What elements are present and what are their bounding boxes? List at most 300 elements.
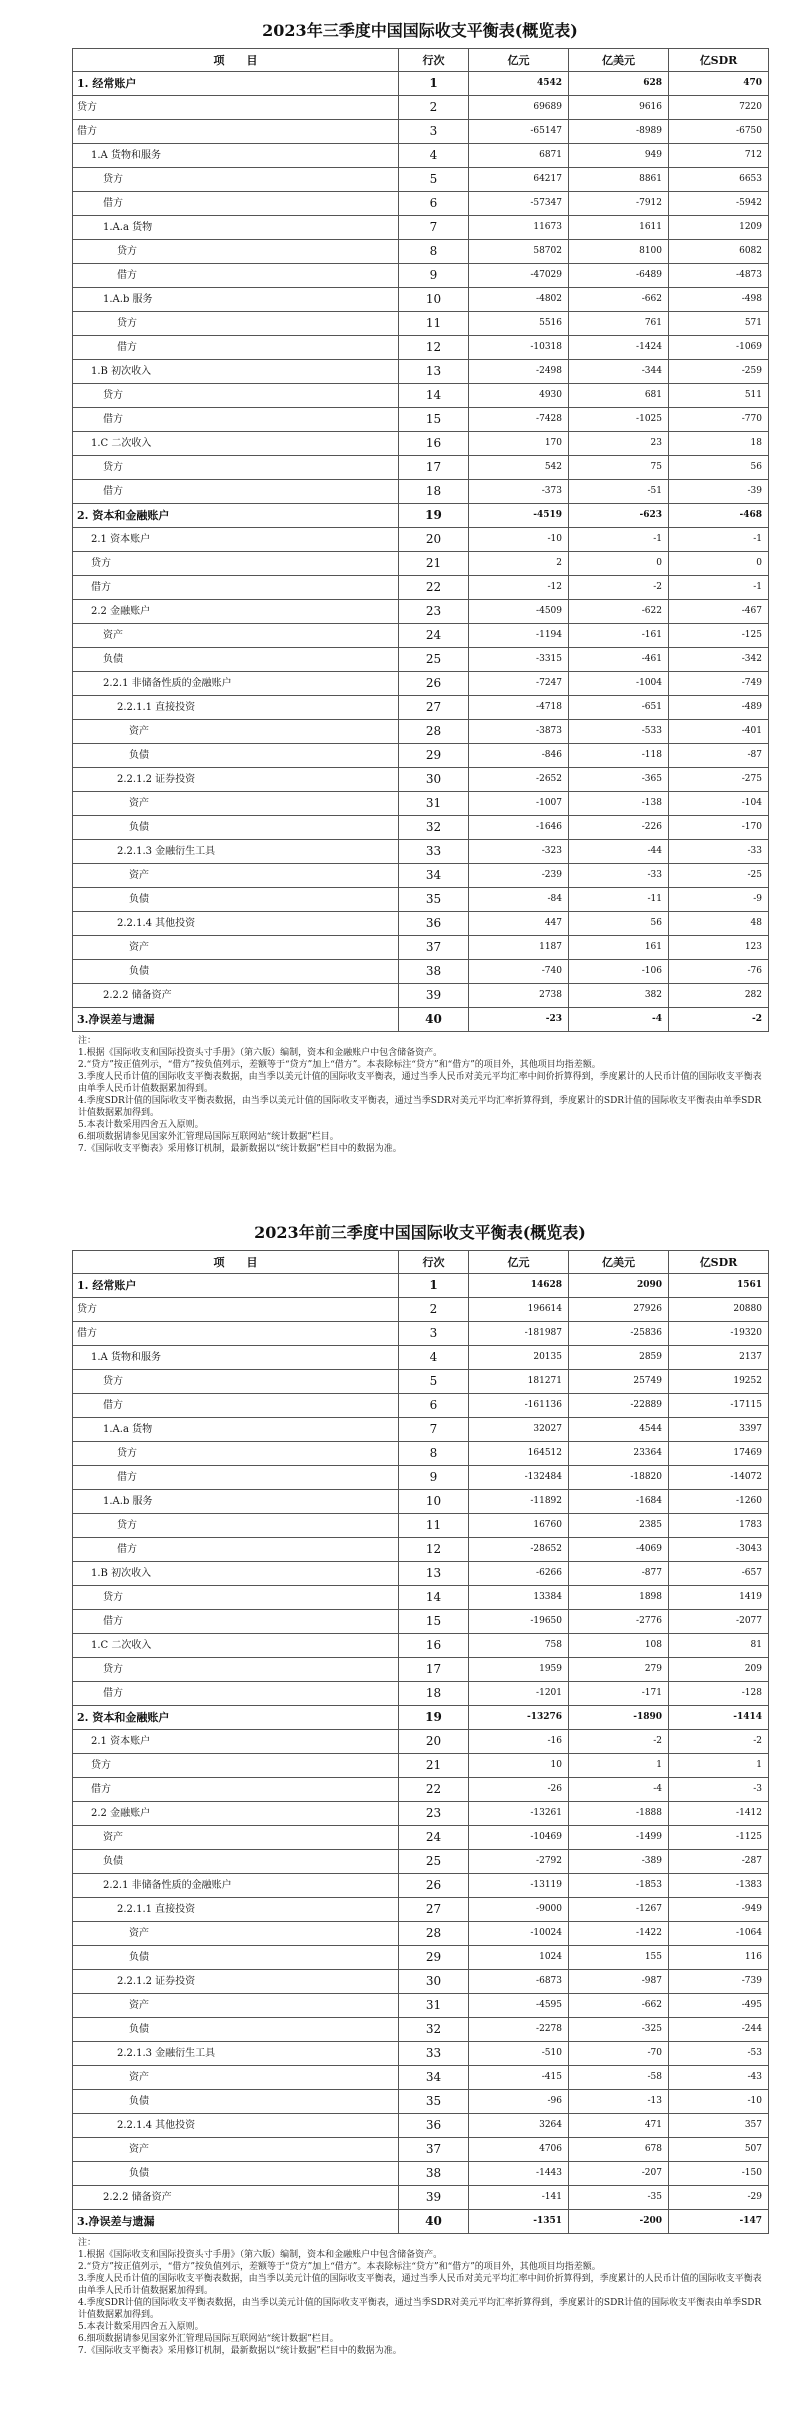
row-number: 30 [399, 1970, 469, 1994]
value-sdr: 357 [669, 2114, 769, 2138]
value-sdr: -287 [669, 1850, 769, 1874]
table-notes [72, 2234, 768, 2357]
value-cny: -10469 [469, 1826, 569, 1850]
table-row [73, 336, 769, 360]
value-usd: 23 [569, 432, 669, 456]
header-row [73, 49, 769, 72]
value-usd: 1611 [569, 216, 669, 240]
value-cny: -7247 [469, 672, 569, 696]
value-cny: -10318 [469, 336, 569, 360]
table-row [73, 1970, 769, 1994]
row-label: 资产 [73, 2066, 399, 2090]
value-sdr: 470 [669, 72, 769, 96]
value-sdr: 6653 [669, 168, 769, 192]
value-usd: -1 [569, 528, 669, 552]
row-label: 借方 [73, 264, 399, 288]
value-cny: 32027 [469, 1418, 569, 1442]
table-row [73, 888, 769, 912]
value-usd: 2859 [569, 1346, 669, 1370]
row-label: 2.2.2 储备资产 [73, 2186, 399, 2210]
value-sdr: -25 [669, 864, 769, 888]
note-line: 3.季度人民币计值的国际收支平衡表数据，由当季以美元计值的国际收支平衡表，通过当季人民币对美元平均汇率中间价折算得到，季度累计的人民币计值的国际收支平衡表由单季人民币计值数据累加得到。 [78, 1072, 762, 1094]
table-row [73, 744, 769, 768]
value-cny: -1194 [469, 624, 569, 648]
row-number: 6 [399, 1394, 469, 1418]
row-number: 14 [399, 384, 469, 408]
value-usd: 471 [569, 2114, 669, 2138]
row-number: 40 [399, 1008, 469, 1032]
value-cny: -23 [469, 1008, 569, 1032]
value-usd: -1025 [569, 408, 669, 432]
value-cny: -10 [469, 528, 569, 552]
value-sdr: 48 [669, 912, 769, 936]
row-number: 30 [399, 768, 469, 792]
table-row [73, 960, 769, 984]
row-label: 负债 [73, 888, 399, 912]
row-number: 16 [399, 1634, 469, 1658]
value-sdr: -1 [669, 576, 769, 600]
row-number: 20 [399, 528, 469, 552]
value-sdr: -5942 [669, 192, 769, 216]
row-label: 资产 [73, 1826, 399, 1850]
value-cny: 1187 [469, 936, 569, 960]
row-label: 负债 [73, 744, 399, 768]
table-row [73, 624, 769, 648]
value-cny: -11892 [469, 1490, 569, 1514]
value-cny: -47029 [469, 264, 569, 288]
row-label: 1.A.b 服务 [73, 288, 399, 312]
row-number: 24 [399, 1826, 469, 1850]
value-cny: -181987 [469, 1322, 569, 1346]
table-row [73, 384, 769, 408]
row-label: 贷方 [73, 240, 399, 264]
table-row [73, 1706, 769, 1730]
row-label: 资产 [73, 1994, 399, 2018]
value-cny: 164512 [469, 1442, 569, 1466]
table-row [73, 144, 769, 168]
value-cny: 6871 [469, 144, 569, 168]
value-cny: 758 [469, 1634, 569, 1658]
table-row [73, 672, 769, 696]
row-label: 贷方 [73, 96, 399, 120]
value-usd: -200 [569, 2210, 669, 2234]
note-line: 7.《国际收支平衡表》采用修订机制，最新数据以“统计数据”栏目中的数据为准。 [78, 1144, 402, 1154]
table-row [73, 2066, 769, 2090]
row-number: 3 [399, 120, 469, 144]
value-sdr: -949 [669, 1898, 769, 1922]
value-cny: -132484 [469, 1466, 569, 1490]
row-label: 2.2.1.2 证券投资 [73, 768, 399, 792]
row-number: 29 [399, 744, 469, 768]
value-usd: 108 [569, 1634, 669, 1658]
header-usd: 亿美元 [569, 1251, 669, 1274]
table-row [73, 528, 769, 552]
row-number: 8 [399, 1442, 469, 1466]
table-row [73, 2210, 769, 2234]
value-sdr: 511 [669, 384, 769, 408]
row-number: 18 [399, 480, 469, 504]
value-usd: -1853 [569, 1874, 669, 1898]
value-usd: -58 [569, 2066, 669, 2090]
value-sdr: 1561 [669, 1274, 769, 1298]
row-number: 25 [399, 1850, 469, 1874]
row-label: 贷方 [73, 312, 399, 336]
row-number: 9 [399, 264, 469, 288]
row-label: 2.2.1.4 其他投资 [73, 912, 399, 936]
row-label: 借方 [73, 1322, 399, 1346]
table-row [73, 1898, 769, 1922]
row-number: 28 [399, 720, 469, 744]
value-cny: -13119 [469, 1874, 569, 1898]
row-label: 2.2 金融账户 [73, 1802, 399, 1826]
row-number: 17 [399, 456, 469, 480]
value-usd: 25749 [569, 1370, 669, 1394]
table-row [73, 1562, 769, 1586]
row-number: 23 [399, 600, 469, 624]
value-cny: -28652 [469, 1538, 569, 1562]
value-usd: -1422 [569, 1922, 669, 1946]
value-usd: -4 [569, 1008, 669, 1032]
row-number: 37 [399, 936, 469, 960]
value-usd: -1424 [569, 336, 669, 360]
value-usd: -207 [569, 2162, 669, 2186]
table-row [73, 2186, 769, 2210]
value-sdr: -342 [669, 648, 769, 672]
row-label: 2.2.1.2 证券投资 [73, 1970, 399, 1994]
header-cny: 亿元 [469, 1251, 569, 1274]
value-cny: 14628 [469, 1274, 569, 1298]
value-usd: -35 [569, 2186, 669, 2210]
row-number: 20 [399, 1730, 469, 1754]
value-cny: -96 [469, 2090, 569, 2114]
table-row [73, 1490, 769, 1514]
value-cny: 447 [469, 912, 569, 936]
value-usd: -1684 [569, 1490, 669, 1514]
value-usd: -1890 [569, 1706, 669, 1730]
row-label: 2.2.1.1 直接投资 [73, 696, 399, 720]
value-usd: -623 [569, 504, 669, 528]
table-row [73, 1394, 769, 1418]
table-row [73, 696, 769, 720]
value-usd: -1267 [569, 1898, 669, 1922]
row-label: 1.C 二次收入 [73, 1634, 399, 1658]
value-usd: -2 [569, 576, 669, 600]
row-number: 27 [399, 696, 469, 720]
value-sdr: -104 [669, 792, 769, 816]
row-label: 负债 [73, 2090, 399, 2114]
row-label: 2.2 金融账户 [73, 600, 399, 624]
bop-table [72, 1250, 769, 2234]
table-row [73, 768, 769, 792]
row-label: 资产 [73, 936, 399, 960]
value-cny: -4595 [469, 1994, 569, 2018]
row-label: 资产 [73, 864, 399, 888]
row-label: 借方 [73, 1394, 399, 1418]
value-cny: -2792 [469, 1850, 569, 1874]
value-sdr: -1412 [669, 1802, 769, 1826]
value-usd: -2 [569, 1730, 669, 1754]
table-row [73, 1826, 769, 1850]
row-number: 7 [399, 216, 469, 240]
header-item: 项 目 [73, 49, 399, 72]
header-usd: 亿美元 [569, 49, 669, 72]
value-cny: -415 [469, 2066, 569, 2090]
value-usd: -33 [569, 864, 669, 888]
value-sdr: -1069 [669, 336, 769, 360]
value-cny: -26 [469, 1778, 569, 1802]
value-usd: 155 [569, 1946, 669, 1970]
bop-table [72, 48, 769, 1032]
value-usd: -662 [569, 288, 669, 312]
value-usd: -226 [569, 816, 669, 840]
value-cny: -1443 [469, 2162, 569, 2186]
value-cny: -7428 [469, 408, 569, 432]
table-row [73, 648, 769, 672]
table-title: 2023年前三季度中国国际收支平衡表(概览表) [254, 1223, 586, 1242]
row-number: 15 [399, 408, 469, 432]
value-usd: 1898 [569, 1586, 669, 1610]
row-label: 负债 [73, 960, 399, 984]
value-cny: 16760 [469, 1514, 569, 1538]
value-sdr: -53 [669, 2042, 769, 2066]
row-number: 14 [399, 1586, 469, 1610]
row-number: 35 [399, 2090, 469, 2114]
row-label: 借方 [73, 408, 399, 432]
value-usd: 628 [569, 72, 669, 96]
row-number: 5 [399, 168, 469, 192]
table-row [73, 1442, 769, 1466]
row-label: 负债 [73, 2018, 399, 2042]
value-usd: -6489 [569, 264, 669, 288]
value-cny: 2 [469, 552, 569, 576]
row-number: 40 [399, 2210, 469, 2234]
note-line: 4.季度SDR计值的国际收支平衡表数据，由当季以美元计值的国际收支平衡表，通过当季SDR对美元平均汇率折算得到，季度累计的SDR计值的国际收支平衡表由单季SDR计值数据累加得到。 [78, 1096, 762, 1118]
value-sdr: 571 [669, 312, 769, 336]
value-sdr: 123 [669, 936, 769, 960]
row-number: 11 [399, 1514, 469, 1538]
value-sdr: 18 [669, 432, 769, 456]
note-line: 注： [78, 1036, 97, 1046]
value-cny: -2652 [469, 768, 569, 792]
table-row [73, 1322, 769, 1346]
value-cny: -65147 [469, 120, 569, 144]
table-row [73, 72, 769, 96]
table-row [73, 2090, 769, 2114]
value-usd: 8100 [569, 240, 669, 264]
value-sdr: 1419 [669, 1586, 769, 1610]
value-cny: 4542 [469, 72, 569, 96]
value-cny: 181271 [469, 1370, 569, 1394]
value-sdr: -17115 [669, 1394, 769, 1418]
value-cny: -19650 [469, 1610, 569, 1634]
value-sdr: 209 [669, 1658, 769, 1682]
value-sdr: -1414 [669, 1706, 769, 1730]
value-cny: -161136 [469, 1394, 569, 1418]
table-row [73, 1946, 769, 1970]
value-cny: 3264 [469, 2114, 569, 2138]
value-sdr: 1209 [669, 216, 769, 240]
value-usd: -987 [569, 1970, 669, 1994]
table-body [73, 1274, 769, 2234]
row-number: 19 [399, 504, 469, 528]
value-usd: 279 [569, 1658, 669, 1682]
table-row [73, 1658, 769, 1682]
table-row [73, 1418, 769, 1442]
value-sdr: -495 [669, 1994, 769, 2018]
table-row [73, 1298, 769, 1322]
table-row [73, 2138, 769, 2162]
value-cny: 196614 [469, 1298, 569, 1322]
row-label: 2. 资本和金融账户 [73, 504, 399, 528]
value-sdr: -275 [669, 768, 769, 792]
value-sdr: 116 [669, 1946, 769, 1970]
value-usd: -44 [569, 840, 669, 864]
value-usd: 75 [569, 456, 669, 480]
value-usd: -22889 [569, 1394, 669, 1418]
value-usd: -2776 [569, 1610, 669, 1634]
table-row [73, 1610, 769, 1634]
row-label: 负债 [73, 1850, 399, 1874]
row-number: 4 [399, 1346, 469, 1370]
row-label: 资产 [73, 1922, 399, 1946]
table-row [73, 600, 769, 624]
value-usd: 161 [569, 936, 669, 960]
row-number: 26 [399, 672, 469, 696]
table-row [73, 2018, 769, 2042]
value-sdr: -76 [669, 960, 769, 984]
table-row [73, 312, 769, 336]
table-row [73, 1730, 769, 1754]
row-label: 1.A.a 货物 [73, 216, 399, 240]
value-sdr: -489 [669, 696, 769, 720]
row-label: 借方 [73, 1466, 399, 1490]
value-cny: -16 [469, 1730, 569, 1754]
value-cny: -1201 [469, 1682, 569, 1706]
table-row [73, 1754, 769, 1778]
value-usd: -389 [569, 1850, 669, 1874]
table-row [73, 1994, 769, 2018]
row-number: 29 [399, 1946, 469, 1970]
row-label: 借方 [73, 192, 399, 216]
value-cny: 20135 [469, 1346, 569, 1370]
value-cny: -3873 [469, 720, 569, 744]
value-cny: -13276 [469, 1706, 569, 1730]
value-usd: -106 [569, 960, 669, 984]
value-usd: 0 [569, 552, 669, 576]
table-row [73, 1802, 769, 1826]
row-label: 借方 [73, 1682, 399, 1706]
note-line: 3.季度人民币计值的国际收支平衡表数据，由当季以美元计值的国际收支平衡表，通过当季人民币对美元平均汇率中间价折算得到，季度累计的人民币计值的国际收支平衡表由单季人民币计值数据累加得到。 [78, 2274, 762, 2296]
value-sdr: -749 [669, 672, 769, 696]
value-sdr: -2 [669, 1730, 769, 1754]
value-usd: -7912 [569, 192, 669, 216]
value-usd: -365 [569, 768, 669, 792]
table-row [73, 1514, 769, 1538]
table-row [73, 576, 769, 600]
table-row [73, 1274, 769, 1298]
value-usd: 761 [569, 312, 669, 336]
value-sdr: -401 [669, 720, 769, 744]
value-usd: -161 [569, 624, 669, 648]
row-number: 25 [399, 648, 469, 672]
table-row [73, 1850, 769, 1874]
value-usd: -622 [569, 600, 669, 624]
value-usd: 4544 [569, 1418, 669, 1442]
value-cny: 542 [469, 456, 569, 480]
row-number: 34 [399, 2066, 469, 2090]
table-row [73, 1586, 769, 1610]
value-usd: 382 [569, 984, 669, 1008]
value-sdr: -259 [669, 360, 769, 384]
note-line: 注： [78, 2238, 97, 2248]
value-cny: -9000 [469, 1898, 569, 1922]
row-label: 资产 [73, 624, 399, 648]
value-usd: -662 [569, 1994, 669, 2018]
row-number: 24 [399, 624, 469, 648]
value-cny: -846 [469, 744, 569, 768]
note-line: 2.“贷方”按正值列示，“借方”按负值列示，差额等于“贷方”加上“借方”。本表除标注“贷方”和“借方”的项目外，其他项目均指差额。 [78, 2262, 601, 2272]
row-label: 1.A 货物和服务 [73, 144, 399, 168]
value-sdr: -14072 [669, 1466, 769, 1490]
table-row [73, 864, 769, 888]
table-row [73, 936, 769, 960]
value-cny: 170 [469, 432, 569, 456]
row-label: 负债 [73, 2162, 399, 2186]
header-row [73, 1251, 769, 1274]
note-line: 4.季度SDR计值的国际收支平衡表数据，由当季以美元计值的国际收支平衡表，通过当季SDR对美元平均汇率折算得到，季度累计的SDR计值的国际收支平衡表由单季SDR计值数据累加得到。 [78, 2298, 762, 2320]
value-usd: -138 [569, 792, 669, 816]
value-sdr: -739 [669, 1970, 769, 1994]
row-number: 21 [399, 552, 469, 576]
row-number: 22 [399, 1778, 469, 1802]
row-label: 1.A 货物和服务 [73, 1346, 399, 1370]
value-cny: -4519 [469, 504, 569, 528]
row-number: 37 [399, 2138, 469, 2162]
value-usd: -4 [569, 1778, 669, 1802]
value-usd: -533 [569, 720, 669, 744]
value-cny: 69689 [469, 96, 569, 120]
header-cny: 亿元 [469, 49, 569, 72]
header-row-number: 行次 [399, 49, 469, 72]
value-cny: -1351 [469, 2210, 569, 2234]
value-cny: -2498 [469, 360, 569, 384]
table-row [73, 408, 769, 432]
value-usd: -344 [569, 360, 669, 384]
table-row [73, 1634, 769, 1658]
row-number: 36 [399, 912, 469, 936]
value-usd: -1004 [569, 672, 669, 696]
value-sdr: 507 [669, 2138, 769, 2162]
row-label: 借方 [73, 336, 399, 360]
row-number: 21 [399, 1754, 469, 1778]
value-sdr: 2137 [669, 1346, 769, 1370]
table-row [73, 2114, 769, 2138]
row-label: 1.A.b 服务 [73, 1490, 399, 1514]
row-label: 2.2.1.3 金融衍生工具 [73, 2042, 399, 2066]
value-sdr: -87 [669, 744, 769, 768]
value-sdr: 56 [669, 456, 769, 480]
value-sdr: -4873 [669, 264, 769, 288]
value-usd: -461 [569, 648, 669, 672]
value-sdr: -2077 [669, 1610, 769, 1634]
note-line: 7.《国际收支平衡表》采用修订机制，最新数据以“统计数据”栏目中的数据为准。 [78, 2346, 402, 2356]
value-usd: 2385 [569, 1514, 669, 1538]
row-number: 6 [399, 192, 469, 216]
row-label: 借方 [73, 1610, 399, 1634]
value-usd: -13 [569, 2090, 669, 2114]
note-line: 1.根据《国际收支和国际投资头寸手册》（第六版）编制，资本和金融账户中包含储备资产。 [78, 2250, 443, 2260]
table-row [73, 2162, 769, 2186]
